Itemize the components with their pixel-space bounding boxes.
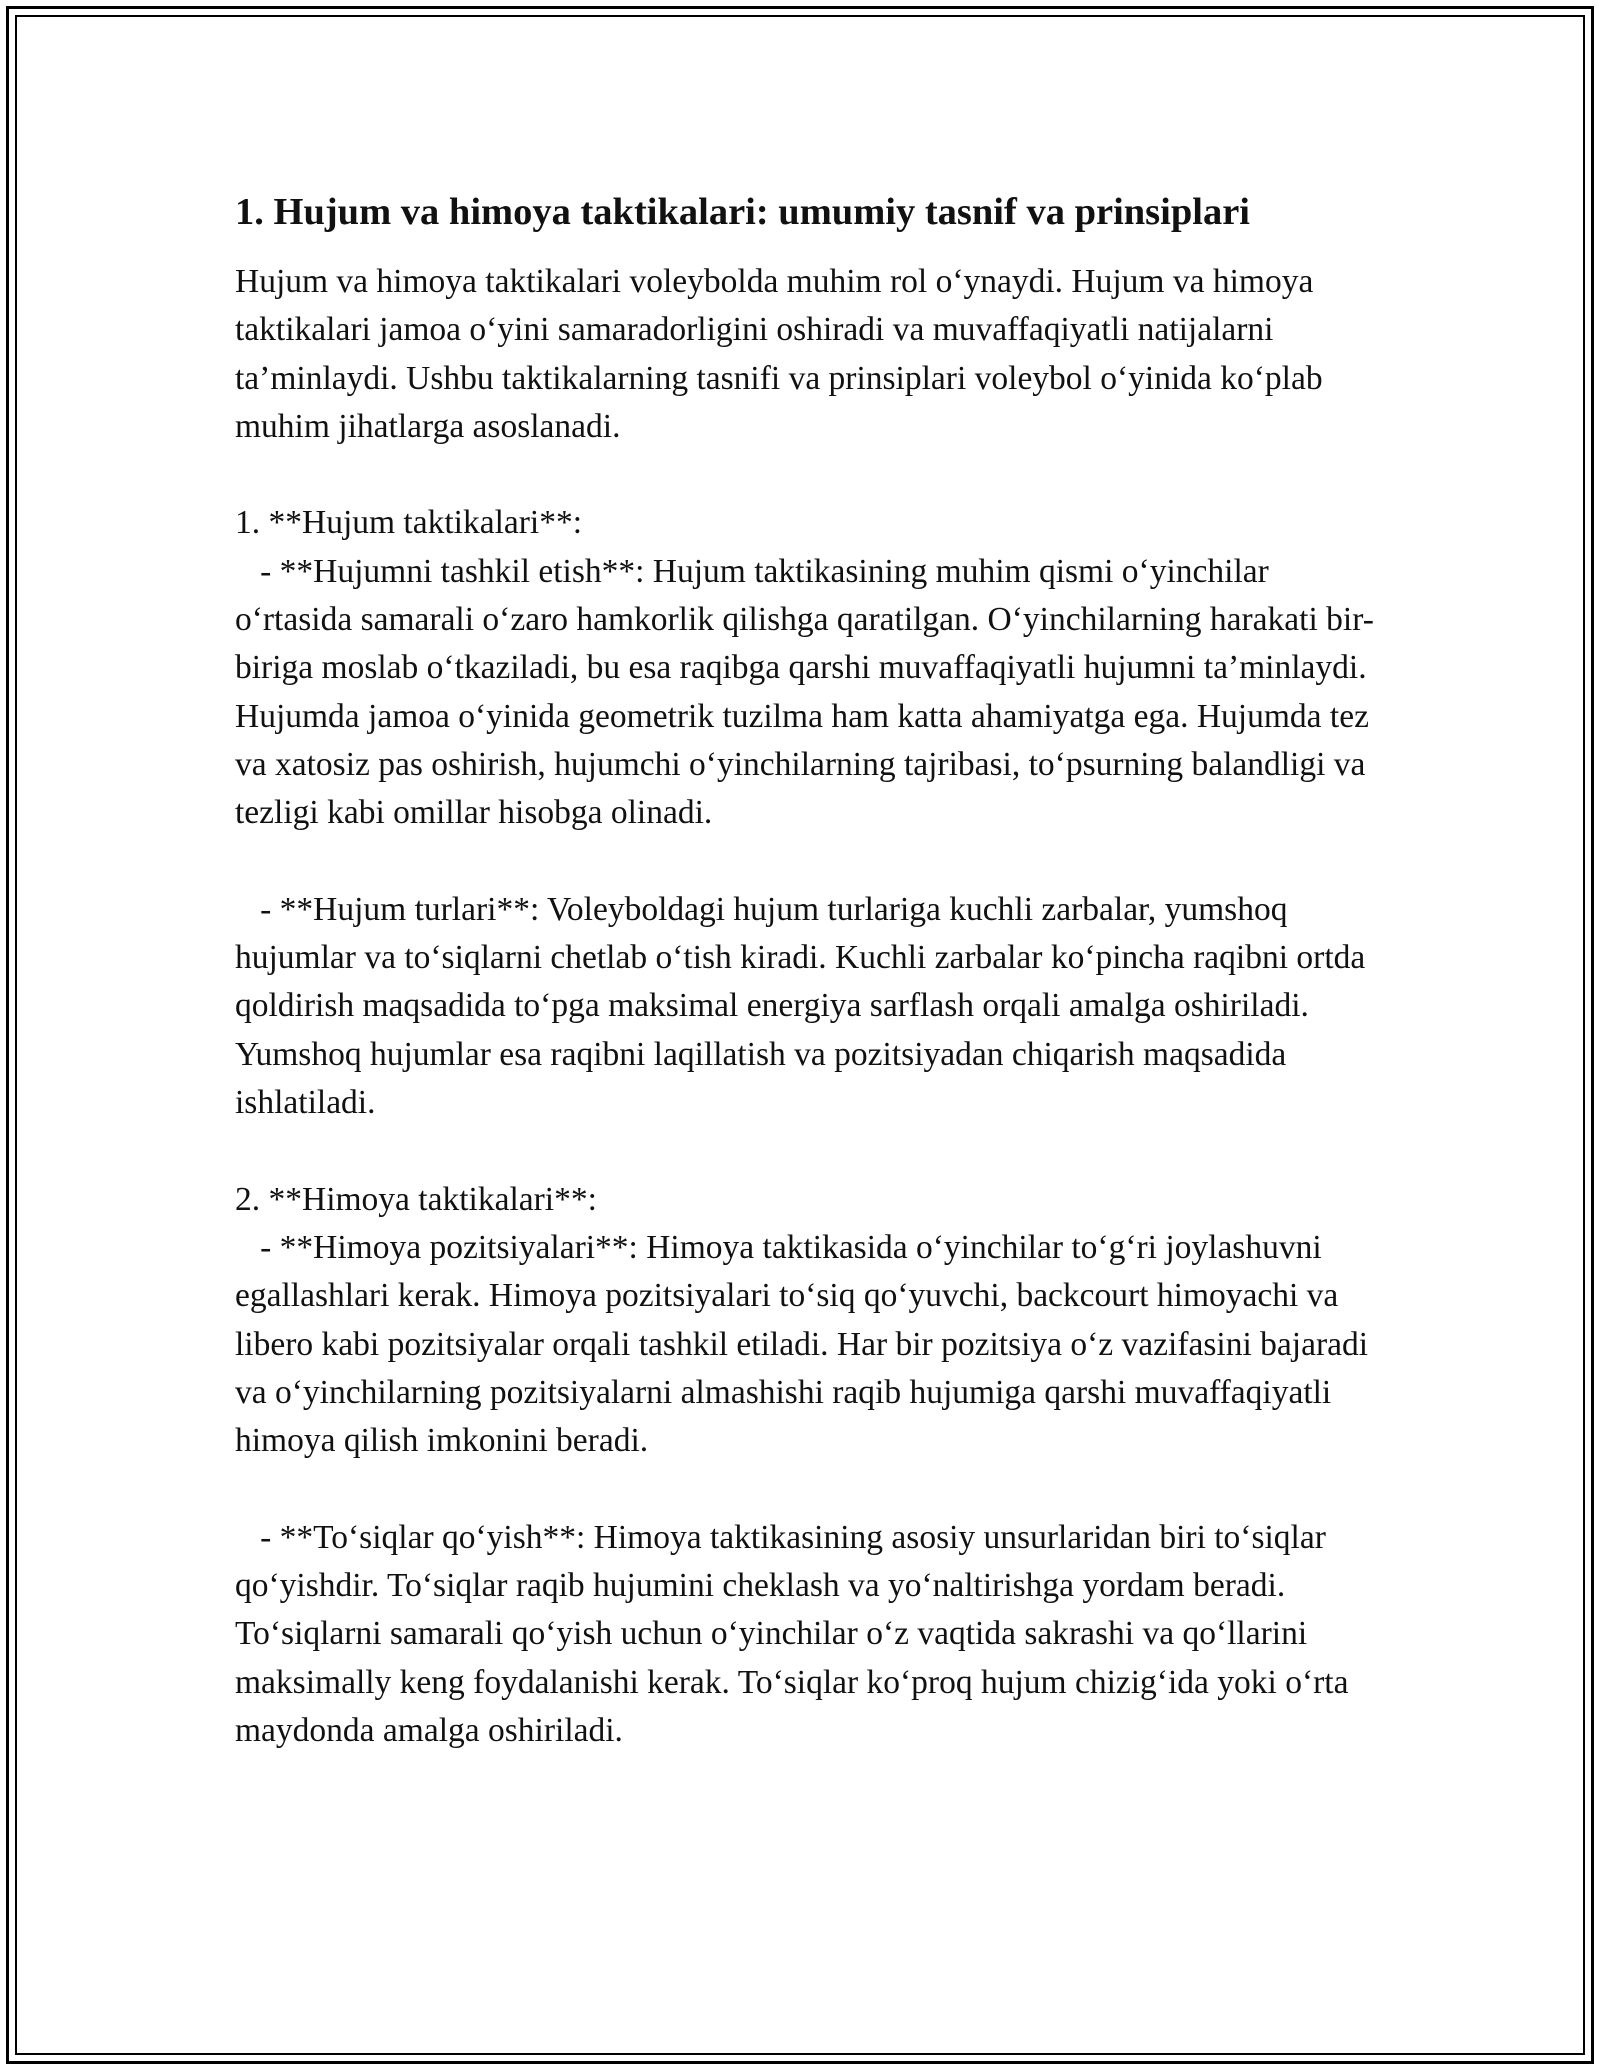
paragraph-spacer: [235, 1465, 1375, 1513]
blocking-paragraph: - **To‘siqlar qo‘yish**: Himoya taktikasining asosiy unsurlaridan biri to‘siqlar qo‘yishdir. To‘siqlar raqib hujumini cheklash va yo‘naltirishga yordam beradi. To‘siqlarni samarali qo‘yish uchun o‘yinchilar o‘z vaqtida sakrashi va qo‘llarini maksimally keng foydalanishi kerak. To‘siqlar ko‘proq hujum chizig‘ida yoki o‘rta maydonda amalga oshiriladi.: [235, 1518, 1357, 1749]
defense-tactics-title: 2. **Himoya taktikalari**:: [235, 1180, 597, 1218]
paragraph-spacer: [235, 451, 1375, 499]
defense-positions-paragraph: - **Himoya pozitsiyalari**: Himoya taktikasida o‘yinchilar to‘g‘ri joylashuvni egallashlari kerak. Himoya pozitsiyalari to‘siq qo‘yuvchi, backcourt himoyachi va libero kabi pozitsiyalar orqali tashkil etiladi. Har bir pozitsiya o‘z vazifasini bajaradi va o‘yinchilarning pozitsiyalarni almashishi raqib hujumiga qarshi muvaffaqiyatli himoya qilish imkonini beradi.: [235, 1228, 1377, 1460]
attack-tactics-title: 1. **Hujum taktikalari**:: [235, 504, 583, 542]
section-heading: 1. Hujum va himoya taktikalari: umumiy tasnif va prinsiplari: [235, 191, 1251, 233]
document-body: [235, 188, 1378, 1755]
paragraph-spacer: [235, 838, 1375, 886]
attack-organization-paragraph: - **Hujumni tashkil etish**: Hujum taktikasining muhim qismi o‘yinchilar o‘rtasida samarali o‘zaro hamkorlik qilishga qaratilgan. O‘yinchilarning harakati bir-biriga moslab o‘tkaziladi, bu esa raqibga qarshi muvaffaqiyatli hujumni ta’minlaydi. Hujumda jamoa o‘yinida geometrik tuzilma ham katta ahamiyatga ega. Hujumda tez va xatosiz pas oshirish, hujumchi o‘yinchilarning tajribasi, to‘psurning balandligi va tezligi kabi omillar hisobga olinadi.: [235, 552, 1378, 832]
attack-types-paragraph: - **Hujum turlari**: Voleyboldagi hujum turlariga kuchli zarbalar, yumshoq hujumlar va to‘siqlarni chetlab o‘tish kiradi. Kuchli zarbalar ko‘pincha raqibni ortda qoldirish maqsadida to‘pga maksimal energiya sarflash orqali amalga oshiriladi. Yumshoq hujumlar esa raqibni laqillatish va pozitsiyadan chiqarish maqsadida ishlatiladi.: [235, 890, 1374, 1122]
intro-paragraph: Hujum va himoya taktikalari voleybolda muhim rol o‘ynaydi. Hujum va himoya taktikalari jamoa o‘yini samaradorligini oshiradi va muvaffaqiyatli natijalarni ta’minlaydi. Ushbu taktikalarning tasnifi va prinsiplari voleybol o‘yinida ko‘plab muhim jihatlarga asoslanadi.: [235, 263, 1331, 445]
paragraph-spacer: [235, 1127, 1375, 1175]
